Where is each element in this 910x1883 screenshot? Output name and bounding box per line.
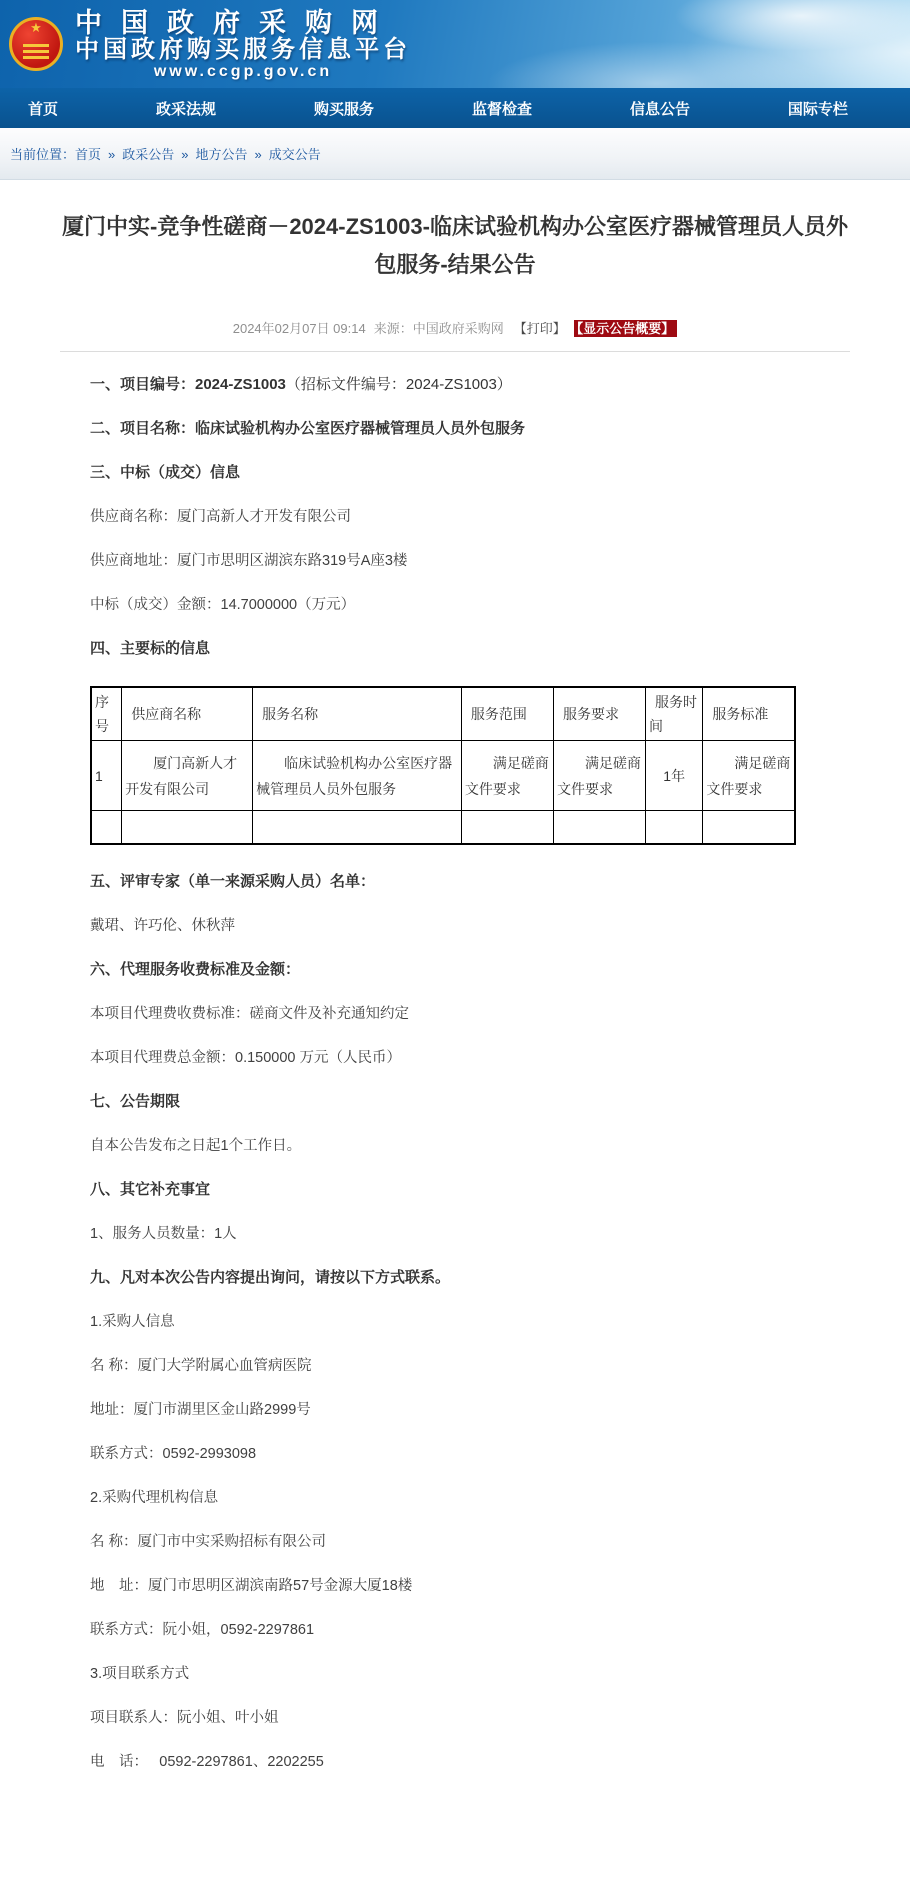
table-header-cell: 供应商名称 xyxy=(122,687,253,741)
table-cell: 1年 xyxy=(646,741,703,811)
table-cell xyxy=(461,811,553,844)
nav-item-2[interactable]: 政采法规 xyxy=(155,100,216,118)
paragraph: 中标（成交）金额：14.7000000（万元） xyxy=(90,597,356,613)
section-heading: 六、代理服务收费标准及金额： xyxy=(90,960,301,978)
breadcrumb-link-1[interactable]: 首页 xyxy=(75,147,102,162)
site-header xyxy=(0,0,910,88)
table-header-cell: 服务标准 xyxy=(703,687,795,741)
table-cell: 满足磋商文件要求 xyxy=(461,741,553,811)
paragraph: 电 话： 0592-2297861、2202255 xyxy=(90,1753,324,1770)
paragraph: 1.采购人信息 xyxy=(90,1313,175,1330)
paragraph: 名 称：厦门市中实采购招标有限公司 xyxy=(90,1533,327,1550)
divider xyxy=(60,351,850,352)
nav-item-6[interactable]: 国际专栏 xyxy=(787,100,848,118)
print-button[interactable]: 【打印】 xyxy=(513,321,566,336)
table-header-cell: 序号 xyxy=(91,687,122,741)
breadcrumb-link-2[interactable]: 政采公告 xyxy=(122,147,175,162)
page-title: 厦门中实-竞争性磋商－2024-ZS1003-临床试验机构办公室医疗器械管理员人员外包服务-结果公告 xyxy=(62,214,848,277)
publish-datetime: 2024年02月07日 09:14 xyxy=(232,321,366,336)
article-body xyxy=(60,374,850,1855)
paragraph: 名 称：厦门大学附属心血管病医院 xyxy=(90,1357,312,1374)
breadcrumb-link-4[interactable]: 成交公告 xyxy=(268,147,321,162)
paragraph: 本项目代理费收费标准：磋商文件及补充通知约定 xyxy=(90,1005,409,1022)
award-table xyxy=(90,686,796,845)
national-emblem-icon: ★ xyxy=(9,17,63,71)
section-heading: 七、公告期限 xyxy=(90,1092,181,1110)
paragraph: 本项目代理费总金额：0.150000 万元（人民币） xyxy=(90,1049,402,1066)
site-url: www.ccgp.gov.cn xyxy=(153,62,333,80)
table-cell xyxy=(253,811,462,844)
nav-item-4[interactable]: 监督检查 xyxy=(471,100,532,118)
breadcrumb-separator: » xyxy=(181,147,189,162)
show-summary-button[interactable]: 【显示公告概要】 xyxy=(574,320,678,337)
paragraph: 供应商名称：厦门高新人才开发有限公司 xyxy=(90,509,351,525)
section-heading: 三、中标（成交）信息 xyxy=(90,464,241,481)
main-nav xyxy=(0,88,910,128)
site-subtitle: 中国政府购买服务信息平台 xyxy=(75,35,411,63)
table-cell: 1 xyxy=(91,741,122,811)
article-source: 来源：中国政府采购网 xyxy=(373,321,504,336)
section-heading: 九、凡对本次公告内容提出询问，请按以下方式联系。 xyxy=(90,1268,451,1286)
section-heading: 五、评审专家（单一来源采购人员）名单： xyxy=(90,872,376,890)
table-row xyxy=(91,741,795,811)
section-heading: 一、项目编号：2024-ZS1003（招标文件编号：2024-ZS1003） xyxy=(90,376,512,393)
breadcrumb-separator: » xyxy=(108,147,116,162)
table-cell xyxy=(703,811,795,844)
paragraph: 2.采购代理机构信息 xyxy=(90,1489,219,1506)
paragraph: 联系方式：阮小姐，0592-2297861 xyxy=(90,1621,315,1638)
breadcrumb-link-3[interactable]: 地方公告 xyxy=(195,147,248,162)
breadcrumb-label: 当前位置： xyxy=(10,147,76,162)
table-header-cell: 服务要求 xyxy=(553,687,645,741)
section-heading: 八、其它补充事宜 xyxy=(90,1180,211,1198)
paragraph: 联系方式：0592-2993098 xyxy=(90,1445,257,1462)
table-cell: 满足磋商文件要求 xyxy=(703,741,795,811)
section-heading: 二、项目名称：临床试验机构办公室医疗器械管理员人员外包服务 xyxy=(90,420,526,437)
paragraph: 项目联系人：阮小姐、叶小姐 xyxy=(90,1709,279,1726)
breadcrumb xyxy=(0,128,910,180)
paragraph: 地 址：厦门市思明区湖滨南路57号金源大厦18楼 xyxy=(90,1577,413,1594)
table-cell: 临床试验机构办公室医疗器械管理员人员外包服务 xyxy=(253,741,462,811)
article-meta xyxy=(60,318,850,337)
site-logo xyxy=(75,9,411,80)
nav-item-1[interactable]: 首页 xyxy=(28,100,59,118)
paragraph: 地址：厦门市湖里区金山路2999号 xyxy=(90,1401,311,1418)
table-header-row xyxy=(91,687,795,741)
nav-item-5[interactable]: 信息公告 xyxy=(629,100,690,118)
table-cell xyxy=(91,811,122,844)
table-header-cell: 服务时间 xyxy=(646,687,703,741)
paragraph: 供应商地址：厦门市思明区湖滨东路319号A座3楼 xyxy=(90,553,408,569)
paragraph: 3.项目联系方式 xyxy=(90,1665,190,1682)
nav-item-3[interactable]: 购买服务 xyxy=(313,100,374,118)
paragraph: 自本公告发布之日起1个工作日。 xyxy=(90,1137,302,1154)
breadcrumb-separator: » xyxy=(254,147,262,162)
table-row xyxy=(91,811,795,844)
table-cell xyxy=(122,811,253,844)
table-cell xyxy=(553,811,645,844)
announcement-article xyxy=(60,180,850,1855)
table-header-cell: 服务范围 xyxy=(461,687,553,741)
paragraph: 1、服务人员数量：1人 xyxy=(90,1225,237,1242)
table-cell: 厦门高新人才开发有限公司 xyxy=(122,741,253,811)
main-nav-list xyxy=(0,88,910,128)
site-title: 中国政府采购网 xyxy=(75,7,397,38)
table-cell xyxy=(646,811,703,844)
table-header-cell: 服务名称 xyxy=(253,687,462,741)
paragraph: 戴珺、许巧伦、休秋萍 xyxy=(90,917,235,934)
table-cell: 满足磋商文件要求 xyxy=(553,741,645,811)
section-heading: 四、主要标的信息 xyxy=(90,640,211,657)
